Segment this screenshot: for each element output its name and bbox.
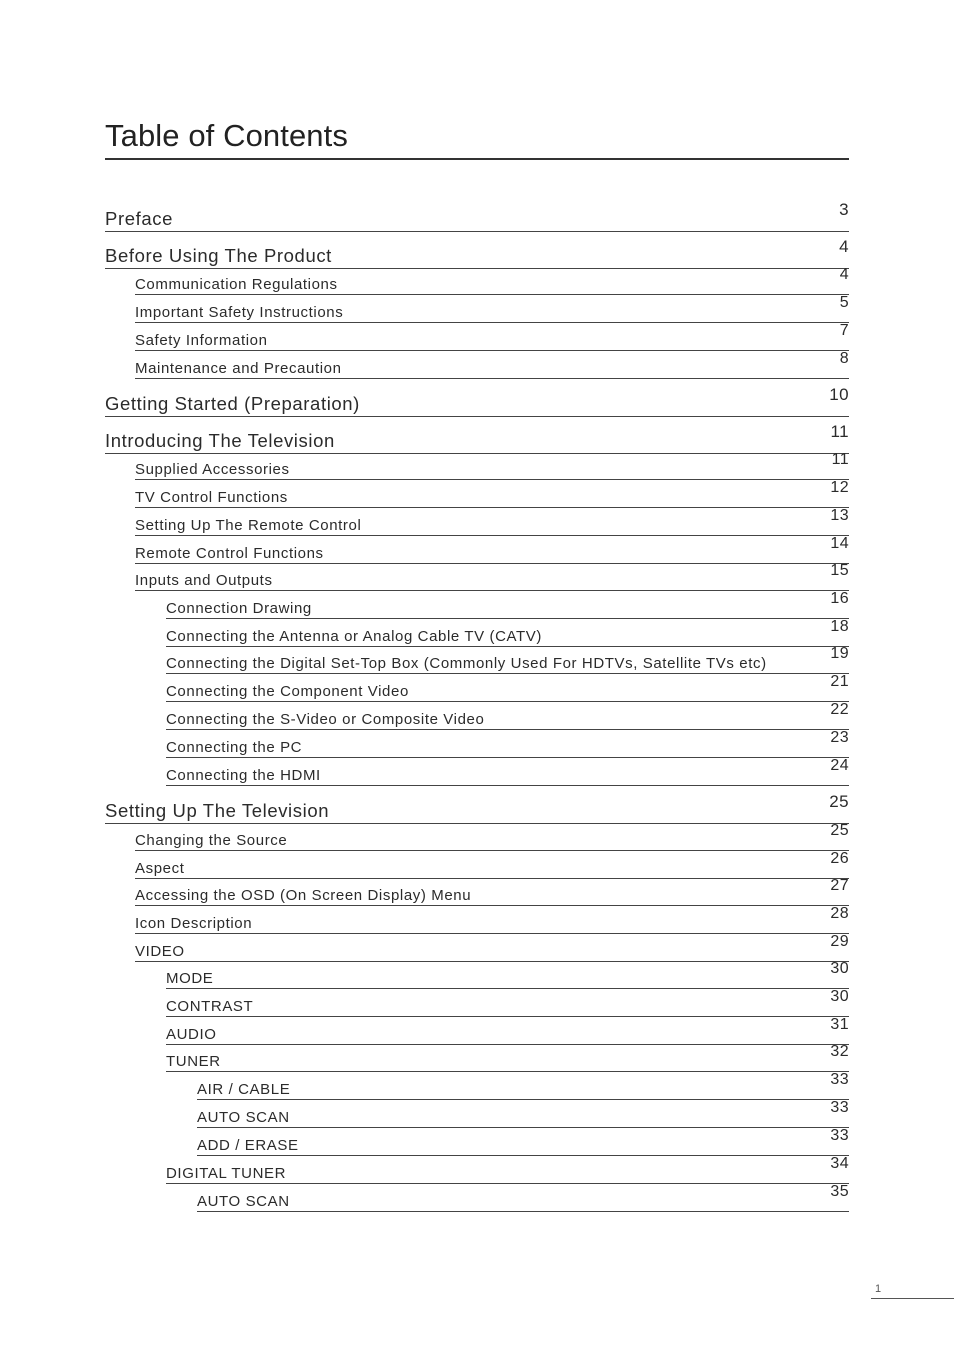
toc-entry-title: Getting Started (Preparation) [105,393,360,414]
toc-entry[interactable] [197,1183,849,1212]
toc-entry[interactable] [135,850,849,879]
toc-entry[interactable] [166,673,849,702]
toc-entry[interactable] [135,877,849,906]
toc-entry-page: 25 [830,822,849,839]
toc-entry-page: 8 [839,350,849,367]
toc-entry-page: 11 [831,451,849,468]
toc-entry[interactable] [166,1155,849,1184]
toc-entry-title: Safety Information [135,332,268,349]
toc-entry-page: 25 [829,792,849,811]
toc-entry-title: AUTO SCAN [197,1193,290,1210]
toc-entry-page: 14 [830,535,849,552]
toc-entry-page: 18 [830,618,849,635]
toc-entry-title: Setting Up The Remote Control [135,517,362,534]
toc-entry-page: 28 [830,905,849,922]
toc-entry-page: 32 [830,1043,849,1060]
toc-entry-title: VIDEO [135,943,185,960]
toc-entry-page: 11 [830,422,849,441]
toc-entry-page: 23 [830,729,849,746]
toc-entry-page: 10 [829,385,849,404]
toc-entry-title: Connecting the HDMI [166,767,321,784]
toc-entry[interactable] [135,350,849,379]
toc-entry[interactable] [135,822,849,851]
toc-entry[interactable] [135,933,849,962]
toc-entry[interactable] [135,562,849,591]
toc-entry-title: DIGITAL TUNER [166,1165,287,1182]
toc-entry-title: Before Using The Product [105,245,332,266]
toc-entry-title: TUNER [166,1053,221,1070]
toc-entry[interactable] [166,590,849,619]
toc-entry-title: Connecting the Component Video [166,683,409,700]
toc-entry-title: Important Safety Instructions [135,304,344,321]
toc-entry[interactable] [166,960,849,989]
toc-entry-page: 21 [830,673,849,690]
toc-entry-title: Communication Regulations [135,276,338,293]
toc-entry-page: 4 [839,237,849,256]
toc-entry-page: 19 [830,645,849,662]
toc-entry-page: 24 [830,757,849,774]
toc-entry-title: Accessing the OSD (On Screen Display) Menu [135,887,472,904]
toc-entry-page: 7 [839,322,849,339]
toc-entry-title: AUTO SCAN [197,1109,290,1126]
toc-entry[interactable] [135,535,849,564]
toc-entry-page: 34 [830,1155,849,1172]
toc-entry[interactable] [105,385,849,417]
toc-entry-title: Changing the Source [135,832,288,849]
toc-entry[interactable] [105,237,849,269]
toc-entry[interactable] [105,792,849,824]
toc-entry-title: Preface [105,208,173,229]
toc-entry-page: 4 [839,266,849,283]
toc-entry-page: 12 [830,479,849,496]
toc-entry-title: Setting Up The Television [105,800,330,821]
toc-entry-title: MODE [166,970,214,987]
toc-entry-title: Connecting the S-Video or Composite Video [166,711,485,728]
toc-entry-page: 29 [830,933,849,950]
toc-entry[interactable] [166,701,849,730]
toc-entry-title: CONTRAST [166,998,254,1015]
toc-entry-page: 30 [830,988,849,1005]
toc-entry[interactable] [135,905,849,934]
toc-entry[interactable] [135,266,849,295]
toc-entry-page: 5 [839,294,849,311]
toc-entry-title: Remote Control Functions [135,545,324,562]
toc-entry-page: 33 [830,1099,849,1116]
toc-entry-page: 33 [830,1071,849,1088]
toc-entry-page: 35 [830,1183,849,1200]
toc-entry-title: AUDIO [166,1026,217,1043]
toc-entry-title: Inputs and Outputs [135,572,273,589]
toc-entry-page: 3 [839,200,849,219]
toc-entry-title: Connection Drawing [166,600,312,617]
toc-entry[interactable] [166,645,849,674]
toc-entry[interactable] [166,1016,849,1045]
toc-entry[interactable] [197,1099,849,1128]
toc-entry-title: ADD / ERASE [197,1137,299,1154]
toc-entry[interactable] [105,422,849,454]
toc-entry[interactable] [166,1043,849,1072]
toc-entry-title: Connecting the PC [166,739,303,756]
toc-entry-title: Icon Description [135,915,253,932]
toc-entry[interactable] [135,322,849,351]
page-number: 1 [875,1283,882,1295]
toc-entry[interactable] [135,451,849,480]
toc-entry-page: 26 [830,850,849,867]
toc-entry-page: 13 [830,507,849,524]
toc-entry[interactable] [166,988,849,1017]
toc-entry[interactable] [166,618,849,647]
toc-entry[interactable] [166,729,849,758]
toc-entry[interactable] [197,1127,849,1156]
toc-entry-title: Aspect [135,860,185,877]
toc-entry-title: AIR / CABLE [197,1081,291,1098]
toc-entry[interactable] [166,757,849,786]
toc-entry-title: Connecting the Antenna or Analog Cable TV (CATV) [166,628,542,645]
toc-entry-page: 15 [830,562,849,579]
toc-entry[interactable] [135,507,849,536]
toc-entry-title: Introducing The Television [105,430,335,451]
toc-entry[interactable] [135,479,849,508]
toc-entry[interactable] [135,294,849,323]
toc-entry-title: Maintenance and Precaution [135,360,342,377]
toc-entry-page: 30 [830,960,849,977]
toc-entry-title: Supplied Accessories [135,461,290,478]
toc-entry-page: 22 [830,701,849,718]
toc-entry-title: TV Control Functions [135,489,288,506]
toc-entry[interactable] [105,200,849,232]
page-title: Table of Contents [105,118,348,153]
toc-entry-page: 27 [830,877,849,894]
toc-entry-page: 31 [830,1016,849,1033]
toc-entry-title: Connecting the Digital Set-Top Box (Commonly Used For HDTVs, Satellite TVs etc) [166,655,767,672]
toc-entry-page: 33 [830,1127,849,1144]
toc-entry-page: 16 [830,590,849,607]
footer-divider [871,1298,954,1299]
toc-entry[interactable] [197,1071,849,1100]
